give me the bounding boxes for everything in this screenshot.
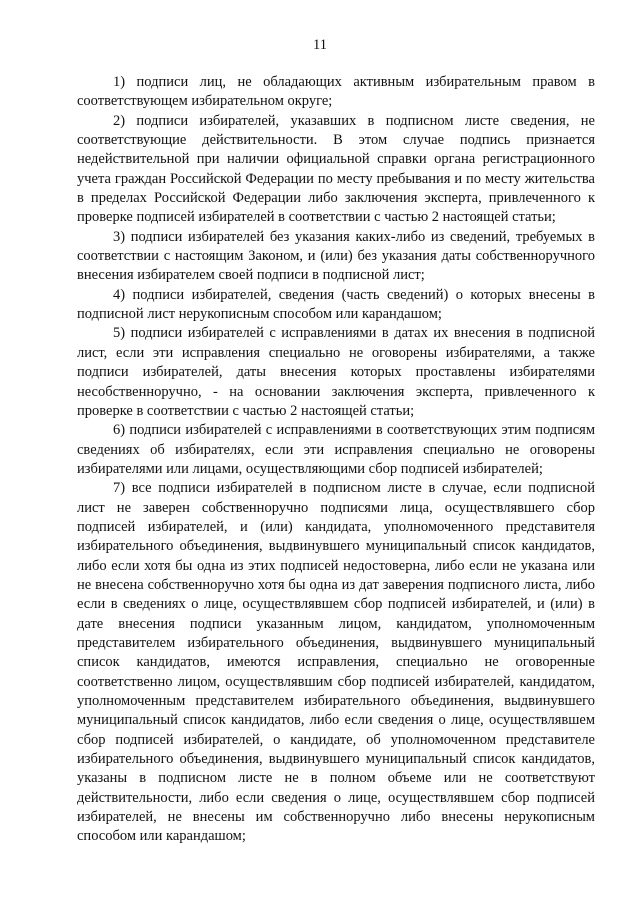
paragraph-item-4: 4) подписи избирателей, сведения (часть сведений) о которых внесены в подписной лист нерукописным способом или карандашом;: [77, 286, 595, 323]
paragraph-item-7: 7) все подписи избирателей в подписном листе в случае, если подписной лист не заверен собственноручно подписями лица, осуществлявшего сбор подписей избирателей, и (или) кандидата, уполномоченного представителя избирательного объединения, выдвинувшего муниципальный список кандидатов, либо если хотя бы одна из этих подписей недостоверна, либо если не указана или не внесена собственноручно хотя бы одна из дат заверения подписного листа, либо если в сведениях о лице, осуществлявшем сбор подписей избирателей, и (или) в дате внесения подписи указанным лицом, кандидатом, уполномоченным представителем избирательного объединения, выдвинувшего муниципальный список кандидатов, имеются исправления, специально не оговоренные соответственно лицом, осуществлявшим сбор подписей избирателей, кандидатом, уполномоченным представителем избирательного объединения, выдвинувшего муниципальный список кандидатов, либо если сведения о лице, осуществлявшем сбор подписей избирателей, о кандидате, об уполномоченном представителе избирательного объединения, выдвинувшего муниципальный список кандидатов, указаны в подписном листе не в полном объеме или не соответствуют действительности, либо если сведения о лице, осуществлявшем сбор подписей избирателей, не внесены им собственноручно либо внесены нерукописным способом или карандашом;: [77, 480, 595, 845]
page-number: 11: [313, 37, 327, 53]
paragraph-item-3: 3) подписи избирателей без указания каких-либо из сведений, требуемых в соответствии с настоящим Законом, и (или) без указания даты собственноручного внесения избирателем своей подписи в подписной лист;: [77, 228, 595, 284]
paragraph-item-6: 6) подписи избирателей с исправлениями в соответствующих этим подписям сведениях об избирателях, если эти исправления специально не оговорены избирателями или лицами, осуществляющими сбор подписей избирателей;: [77, 422, 595, 477]
document-body: [77, 73, 595, 847]
paragraph-item-1: 1) подписи лиц, не обладающих активным избирательным правом в соответствующем избирательном округе;: [77, 74, 595, 110]
paragraph-item-2: 2) подписи избирателей, указавших в подписном листе сведения, не соответствующие действительности. В этом случае подпись признается недействительной при наличии официальной справки органа регистрационного учета граждан Российской Федерации по месту пребывания и по месту жительства в пределах Российской Федерации либо заключения эксперта, привлеченного к проверке подписей избирателей в соответствии с частью 2 настоящей статьи;: [77, 112, 595, 226]
paragraph-item-5: 5) подписи избирателей с исправлениями в датах их внесения в подписной лист, если эти исправления специально не оговорены избирателями, а также подписи избирателей, даты внесения которых проставлены избирателями несобственноручно, - на основании заключения эксперта, привлеченного к проверке в соответствии с частью 2 настоящей статьи;: [77, 325, 595, 419]
